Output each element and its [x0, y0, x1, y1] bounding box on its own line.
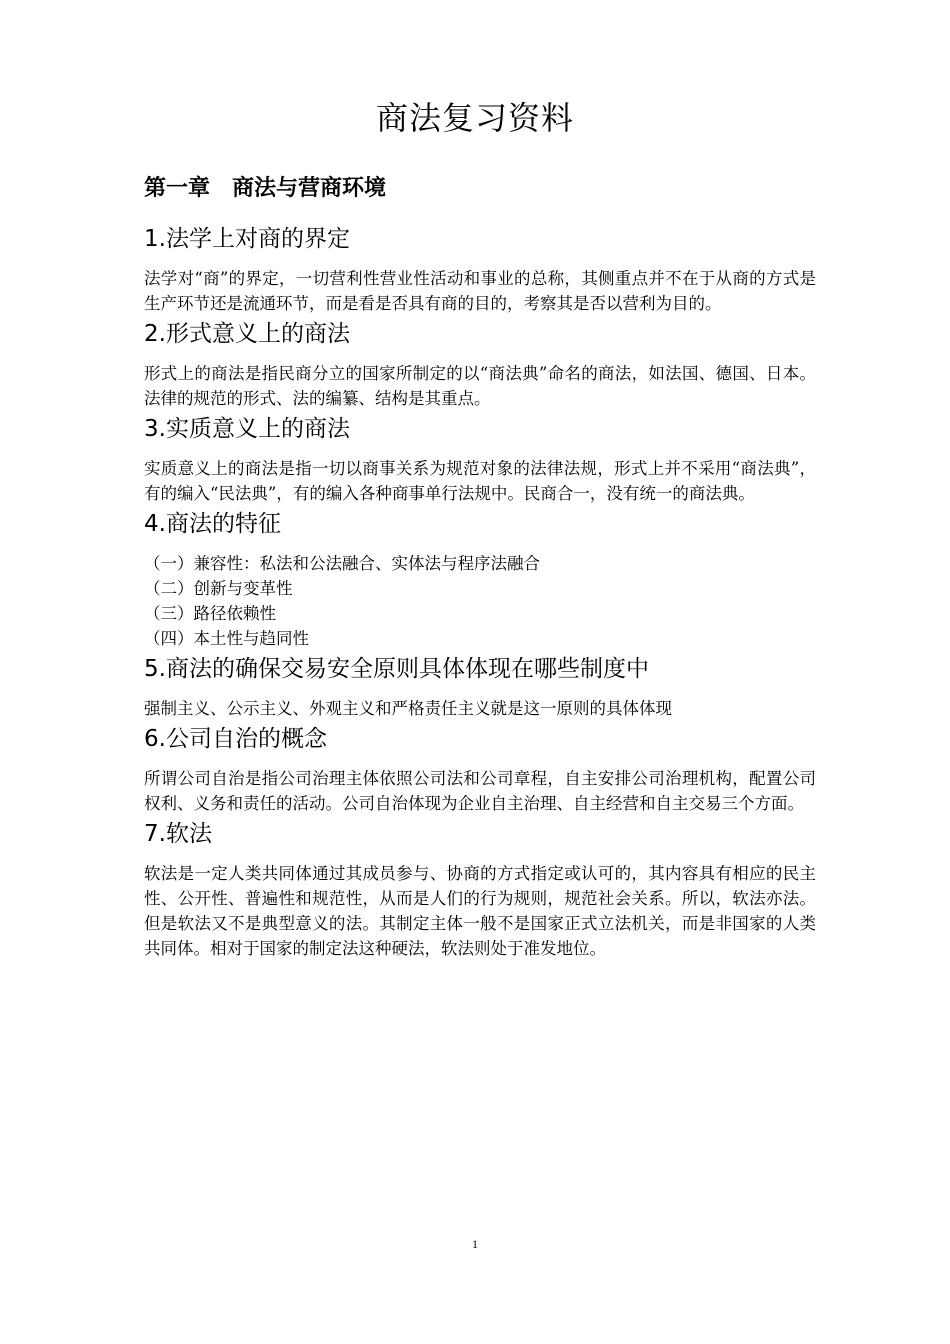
section-3	[144, 412, 816, 506]
sections-container	[144, 222, 816, 961]
chapter-title: 第一章 商法与营商环境	[144, 176, 387, 201]
section-paragraph: 实质意义上的商法是指一切以商事关系为规范对象的法律法规，形式上并不采用“商法典”，有的编入“民法典”，有的编入各种商事单行法规中。民商合一，没有统一的商法典。	[144, 459, 816, 503]
section-heading: 5.商法的确保交易安全原则具体体现在哪些制度中	[144, 656, 649, 682]
section-5	[144, 652, 816, 721]
document-title: 商法复习资料	[375, 99, 574, 137]
section-paragraph: 强制主义、公示主义、外观主义和严格责任主义就是这一原则的具体体现	[144, 699, 672, 718]
section-1	[144, 222, 816, 316]
section-2	[144, 317, 816, 411]
section-6	[144, 722, 816, 816]
section-heading: 6.公司自治的概念	[144, 726, 327, 752]
section-paragraph: 法学对“商”的界定，一切营利性营业性活动和事业的总称，其侧重点并不在于从商的方式是生产环节还是流通环节，而是看是否具有商的目的，考察其是否以营利为目的。	[144, 269, 816, 313]
section-paragraph: 所谓公司自治是指公司治理主体依照公司法和公司章程，自主安排公司治理机构，配置公司权利、义务和责任的活动。公司自治体现为企业自主治理、自主经营和自主交易三个方面。	[144, 769, 816, 813]
section-7	[144, 817, 816, 961]
section-heading: 4.商法的特征	[144, 511, 281, 537]
section-heading: 2.形式意义上的商法	[144, 321, 350, 347]
list-item: （一）兼容性：私法和公法融合、实体法与程序法融合	[144, 554, 540, 573]
section-4	[144, 507, 816, 651]
section-heading: 3.实质意义上的商法	[144, 416, 350, 442]
section-heading: 7.软法	[144, 821, 212, 847]
section-heading: 1.法学上对商的界定	[144, 226, 350, 252]
list-item: （三）路径依赖性	[144, 604, 276, 623]
feature-list	[144, 551, 816, 651]
page-number: 1	[472, 1237, 478, 1251]
list-item: （四）本土性与趋同性	[144, 629, 309, 648]
section-paragraph: 形式上的商法是指民商分立的国家所制定的以“商法典”命名的商法，如法国、德国、日本。法律的规范的形式、法的编纂、结构是其重点。	[144, 364, 816, 408]
section-paragraph: 软法是一定人类共同体通过其成员参与、协商的方式指定或认可的，其内容具有相应的民主性、公开性、普遍性和规范性，从而是人们的行为规则，规范社会关系。所以，软法亦法。但是软法又不是典型意义的法。其制定主体一般不是国家正式立法机关，而是非国家的人类共同体。相对于国家的制定法这种硬法，软法则处于准发地位。	[144, 864, 816, 958]
list-item: （二）创新与变革性	[144, 579, 293, 598]
